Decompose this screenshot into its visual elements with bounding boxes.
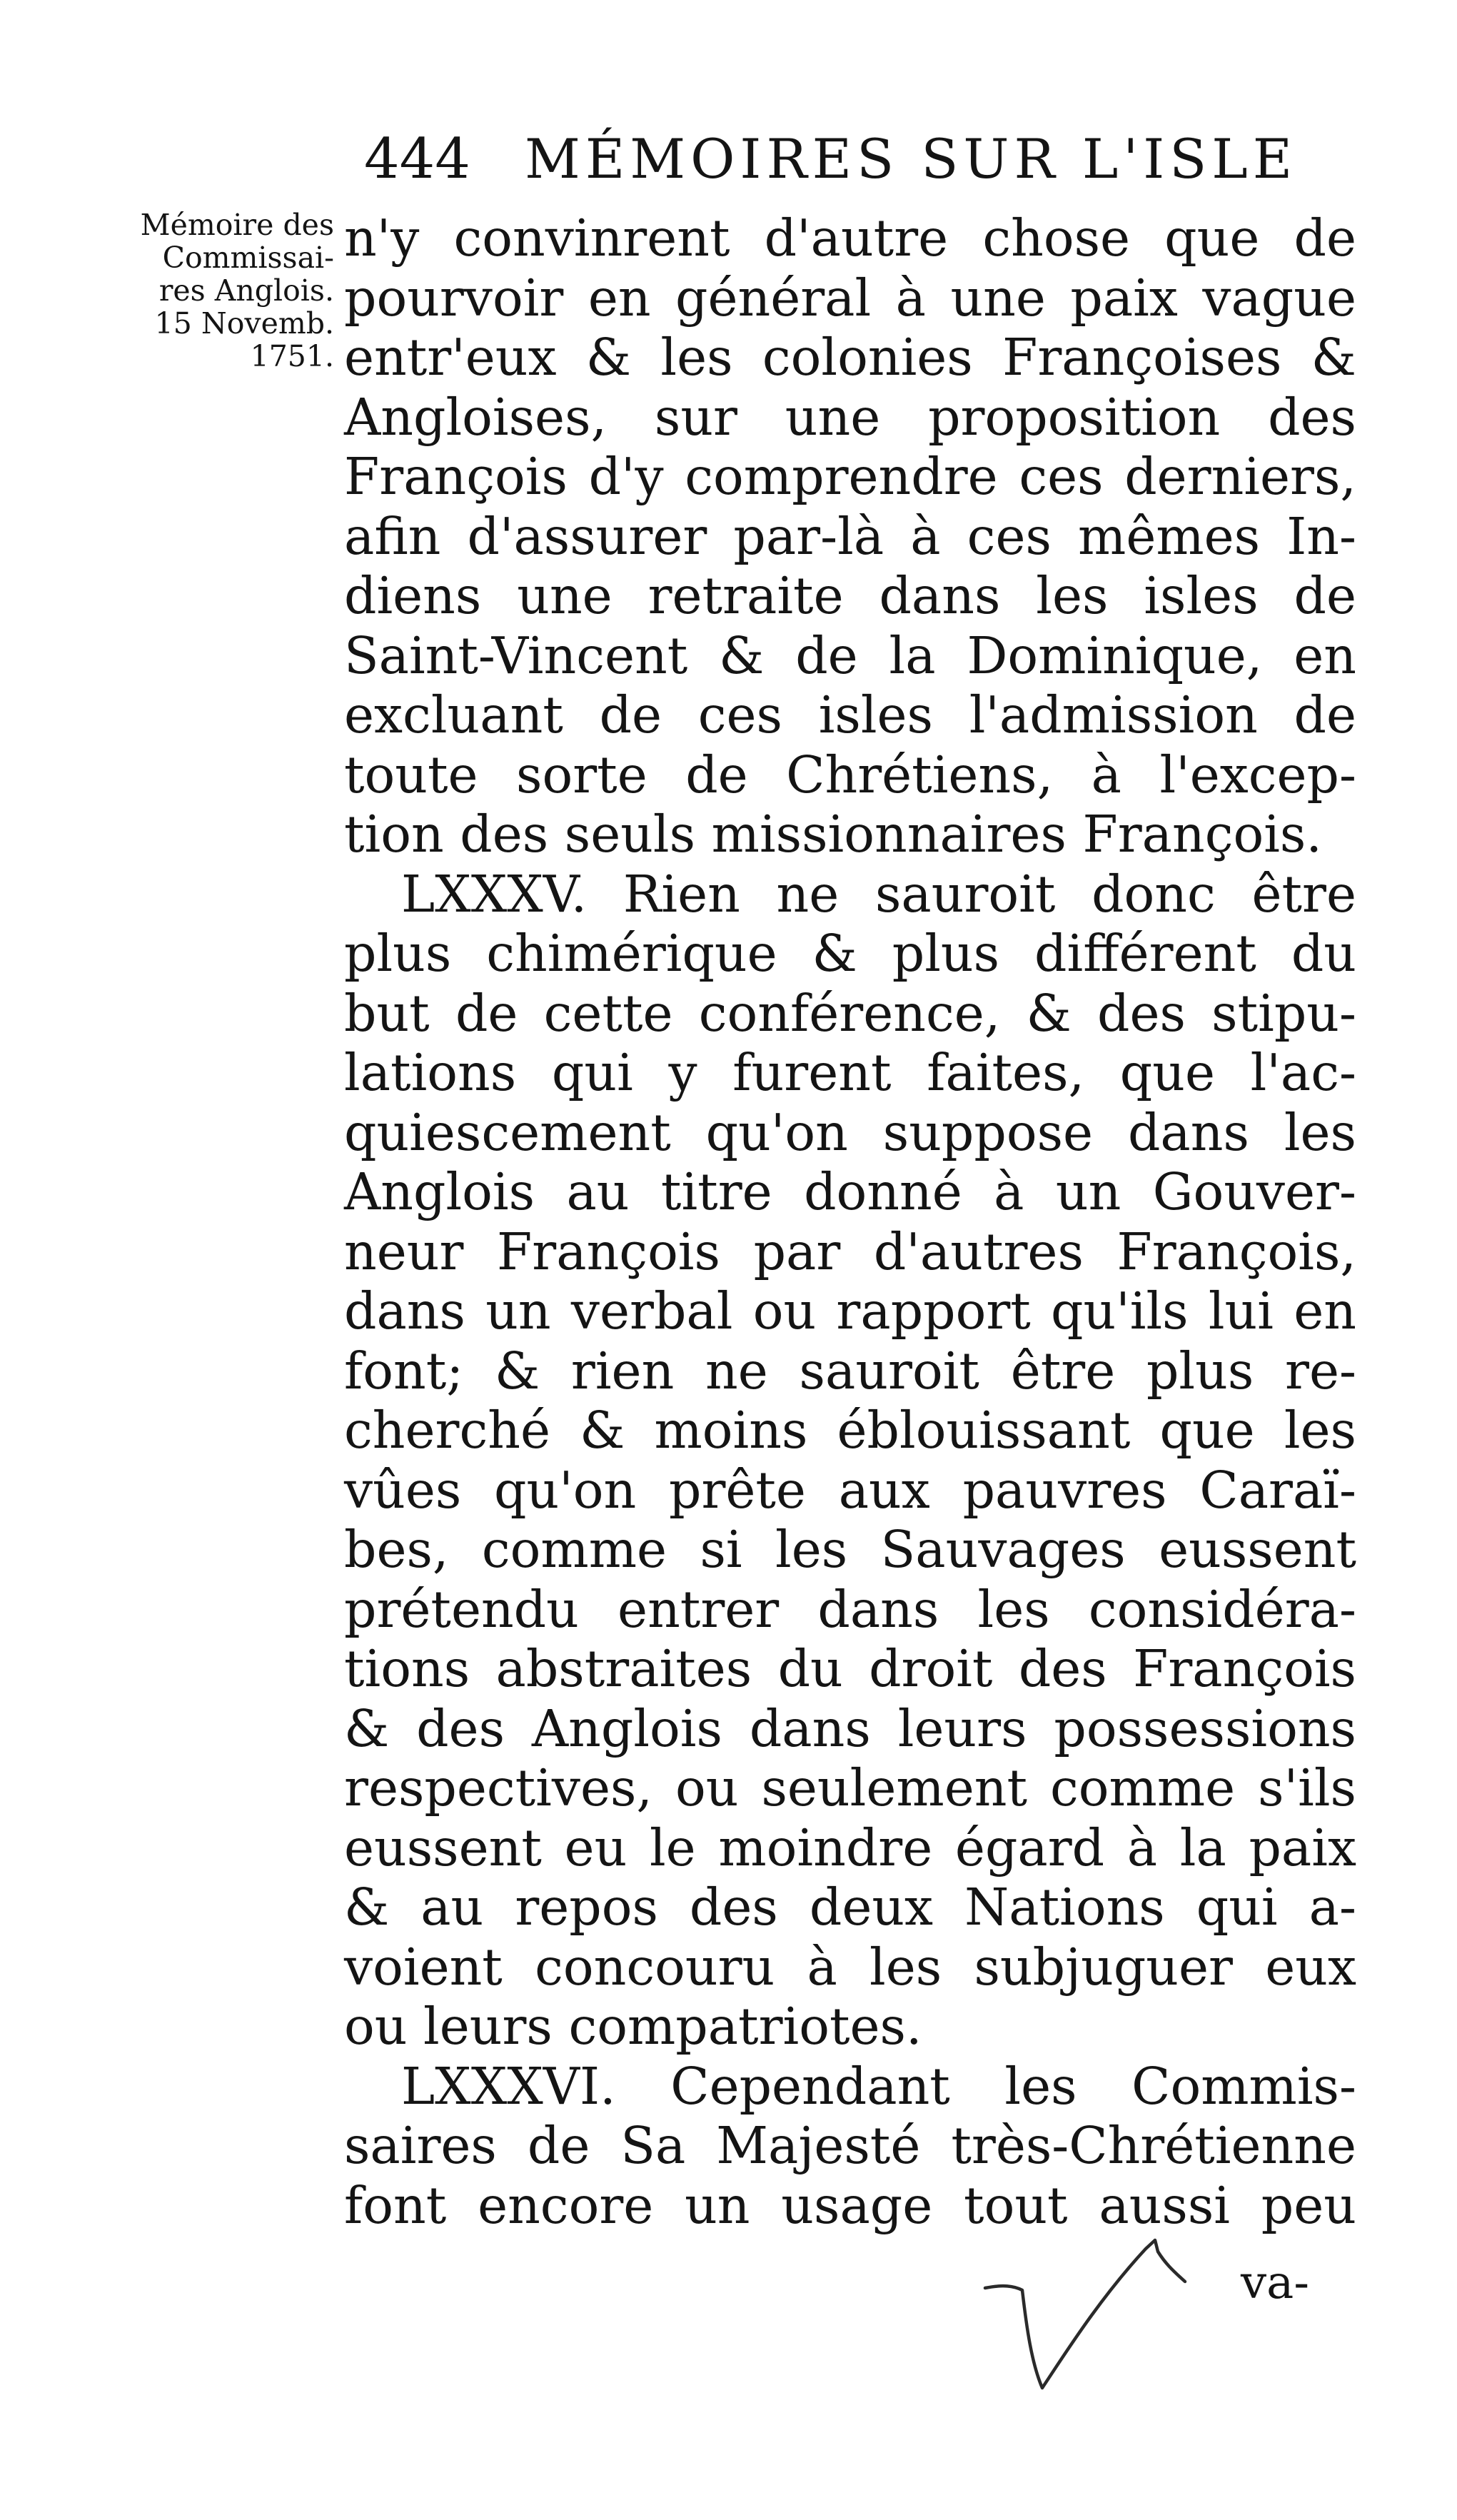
text-line: neur François par d'autres François, [344, 1221, 1356, 1281]
text-line: font encore un usage tout aussi peu [344, 2175, 1356, 2235]
margin-note [91, 208, 334, 373]
text-line: tions abstraites du droit des François [344, 1639, 1356, 1698]
text-line: & des Anglois dans leurs possessions [344, 1698, 1356, 1758]
text-line: lations qui y furent faites, que l'ac- [344, 1043, 1356, 1102]
text-line: prétendu entrer dans les considéra- [344, 1579, 1356, 1639]
paragraph-start-line: LXXXVI. Cependant les Commis- [401, 2056, 1356, 2116]
text-line: tion des seuls missionnaires François. [344, 805, 1322, 864]
text-line: Saint-Vincent & de la Dominique, en [344, 625, 1356, 685]
text-line: entr'eux & les colonies Françoises & [344, 328, 1356, 387]
margin-note-line: 1751. [250, 339, 334, 373]
text-line: n'y convinrent d'autre chose que de [344, 208, 1356, 268]
catchword: va- [1241, 2257, 1309, 2309]
text-line: excluant de ces isles l'admission de [344, 685, 1356, 745]
body-text [344, 208, 1356, 2235]
text-line: & au repos des deux Nations qui a- [344, 1878, 1356, 1937]
text-line: pourvoir en général à une paix vague [344, 268, 1356, 328]
text-line: voient concouru à les subjuguer eux [344, 1937, 1356, 1997]
paragraph-start-line: LXXXV. Rien ne sauroit donc être [401, 864, 1356, 924]
text-line: toute sorte de Chrétiens, à l'excep- [344, 745, 1356, 805]
text-line: plus chimérique & plus différent du [344, 924, 1356, 983]
text-line: eussent eu le moindre égard à la paix [344, 1818, 1356, 1878]
text-line: bes, comme si les Sauvages eussent [344, 1520, 1356, 1579]
text-line: but de cette conférence, & des stipu- [344, 983, 1356, 1043]
text-line: quiescement qu'on suppose dans les [344, 1102, 1356, 1162]
text-line: François d'y comprendre ces derniers, [344, 447, 1356, 506]
margin-note-line: Mémoire des [140, 208, 334, 242]
running-head [0, 120, 1457, 198]
text-line: Angloises, sur une proposition des [344, 387, 1356, 447]
text-line: cherché & moins éblouissant que les [344, 1401, 1356, 1460]
text-line: respectives, ou seulement comme s'ils [344, 1758, 1356, 1818]
text-line: ou leurs compatriotes. [344, 1997, 922, 2056]
text-line: saires de Sa Majesté très-Chrétienne [344, 2116, 1356, 2175]
running-head-title: MÉMOIRES SUR L'ISLE [525, 127, 1298, 191]
text-line: Anglois au titre donné à un Gouver- [344, 1162, 1356, 1221]
margin-note-line: Commissai- [162, 241, 334, 275]
text-line: font; & rien ne sauroit être plus re- [344, 1341, 1356, 1401]
text-line: vûes qu'on prête aux pauvres Caraï- [344, 1460, 1356, 1520]
text-line: afin d'assurer par-là à ces mêmes In- [344, 506, 1356, 566]
handwritten-check-mark [971, 2220, 1206, 2406]
margin-note-line: 15 Novemb. [154, 306, 334, 341]
text-line: diens une retraite dans les isles de [344, 566, 1356, 625]
text-line: dans un verbal ou rapport qu'ils lui en [344, 1281, 1356, 1341]
page-number: 444 [364, 127, 470, 191]
margin-note-line: res Anglois. [158, 273, 334, 308]
